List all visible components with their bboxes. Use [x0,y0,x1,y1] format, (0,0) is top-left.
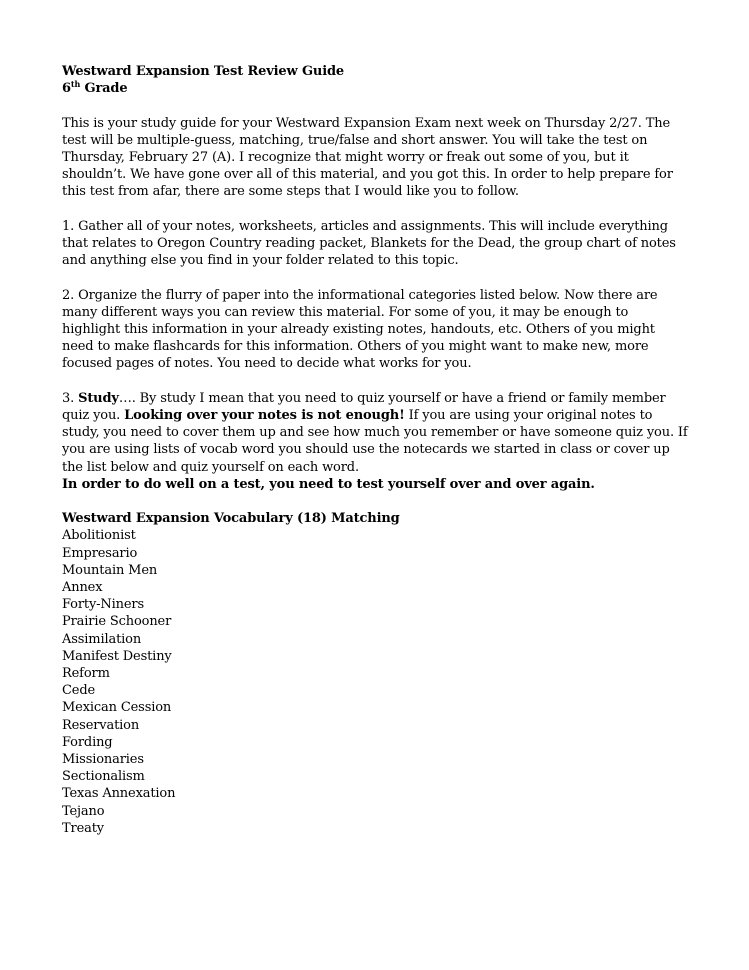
step-3-paragraph [62,390,690,476]
vocab-term: Manifest Destiny [62,648,172,664]
vocab-term: Cede [62,683,96,699]
step-3-text-b: If you are using your original notes to study, you need to cover them up and see how much you remember or have someone quiz you. If you are using lists of vocab word you should use the notecards we started in class or cover up the list below and quiz yourself on each word. [62,408,688,475]
vocab-term: Missionaries [62,752,144,768]
emphasis-statement: In order to do well on a test, you need to test yourself over and over again. [62,476,595,492]
step-3-study-word: Study [78,390,119,406]
spacer [62,373,690,390]
vocab-term: Reservation [62,717,140,733]
step-2-paragraph: 2. Organize the flurry of paper into the informational categories listed below. Now there are many different ways you can review this material. For some of you, it may be enough to highlight this information in your already existing notes, handouts, etc. Others of you might need to make flashcards for this information. Others of you might want to make new, more focused pages of notes. You need to decide what works for you. [62,287,658,372]
document-title: Westward Expansion Test Review Guide [62,64,345,79]
grade-word: Grade [80,81,128,97]
vocab-term: Fording [62,734,113,750]
vocab-term: Reform [62,666,110,682]
vocab-term: Assimilation [62,631,142,647]
vocab-term: Sectionalism [62,769,145,785]
vocab-term: Tejano [62,803,105,819]
intro-paragraph: This is your study guide for your Westward Expansion Exam next week on Thursday 2/27. The test will be multiple-guess, matching, true/false and short answer. You will take the test on Thursday, February 27 (A). I recognize that might worry or freak out some of you, but it shouldn’t. We have gone over all of this material, and you got this. In order to help prepare for this test from afar, there are some steps that I would like you to follow. [62,115,673,200]
vocab-list [62,527,690,837]
vocab-term: Mountain Men [62,562,158,578]
vocab-term: Annex [62,580,103,596]
step-1-paragraph: 1. Gather all of your notes, worksheets, articles and assignments. This will include everything that relates to Oregon Country reading packet, Blankets for the Dead, the group chart of notes and anything else you find in your folder related to this topic. [62,218,676,269]
document-body [62,63,690,837]
vocab-term: Forty-Niners [62,597,144,613]
vocab-term: Empresario [62,545,138,561]
spacer [62,201,690,218]
spacer [62,493,690,510]
vocab-term: Mexican Cession [62,700,172,716]
vocab-term: Treaty [62,820,104,836]
vocab-heading: Westward Expansion Vocabulary (18) Matching [62,511,400,527]
grade-label [62,80,690,97]
step-3-text-a: …. By study I mean that you need to quiz yourself or have a friend or family member quiz you. [62,390,666,423]
vocab-term: Abolitionist [62,528,136,544]
step-3-warning: Looking over your notes is not enough! [124,408,405,423]
step-3-number: 3. [62,390,79,406]
grade-suffix: th [70,79,81,90]
vocab-term: Prairie Schooner [62,614,172,630]
grade-number: 6 [62,81,71,97]
spacer [62,269,690,286]
title-block [62,63,690,97]
vocab-term: Texas Annexation [62,786,176,802]
spacer [62,97,690,114]
